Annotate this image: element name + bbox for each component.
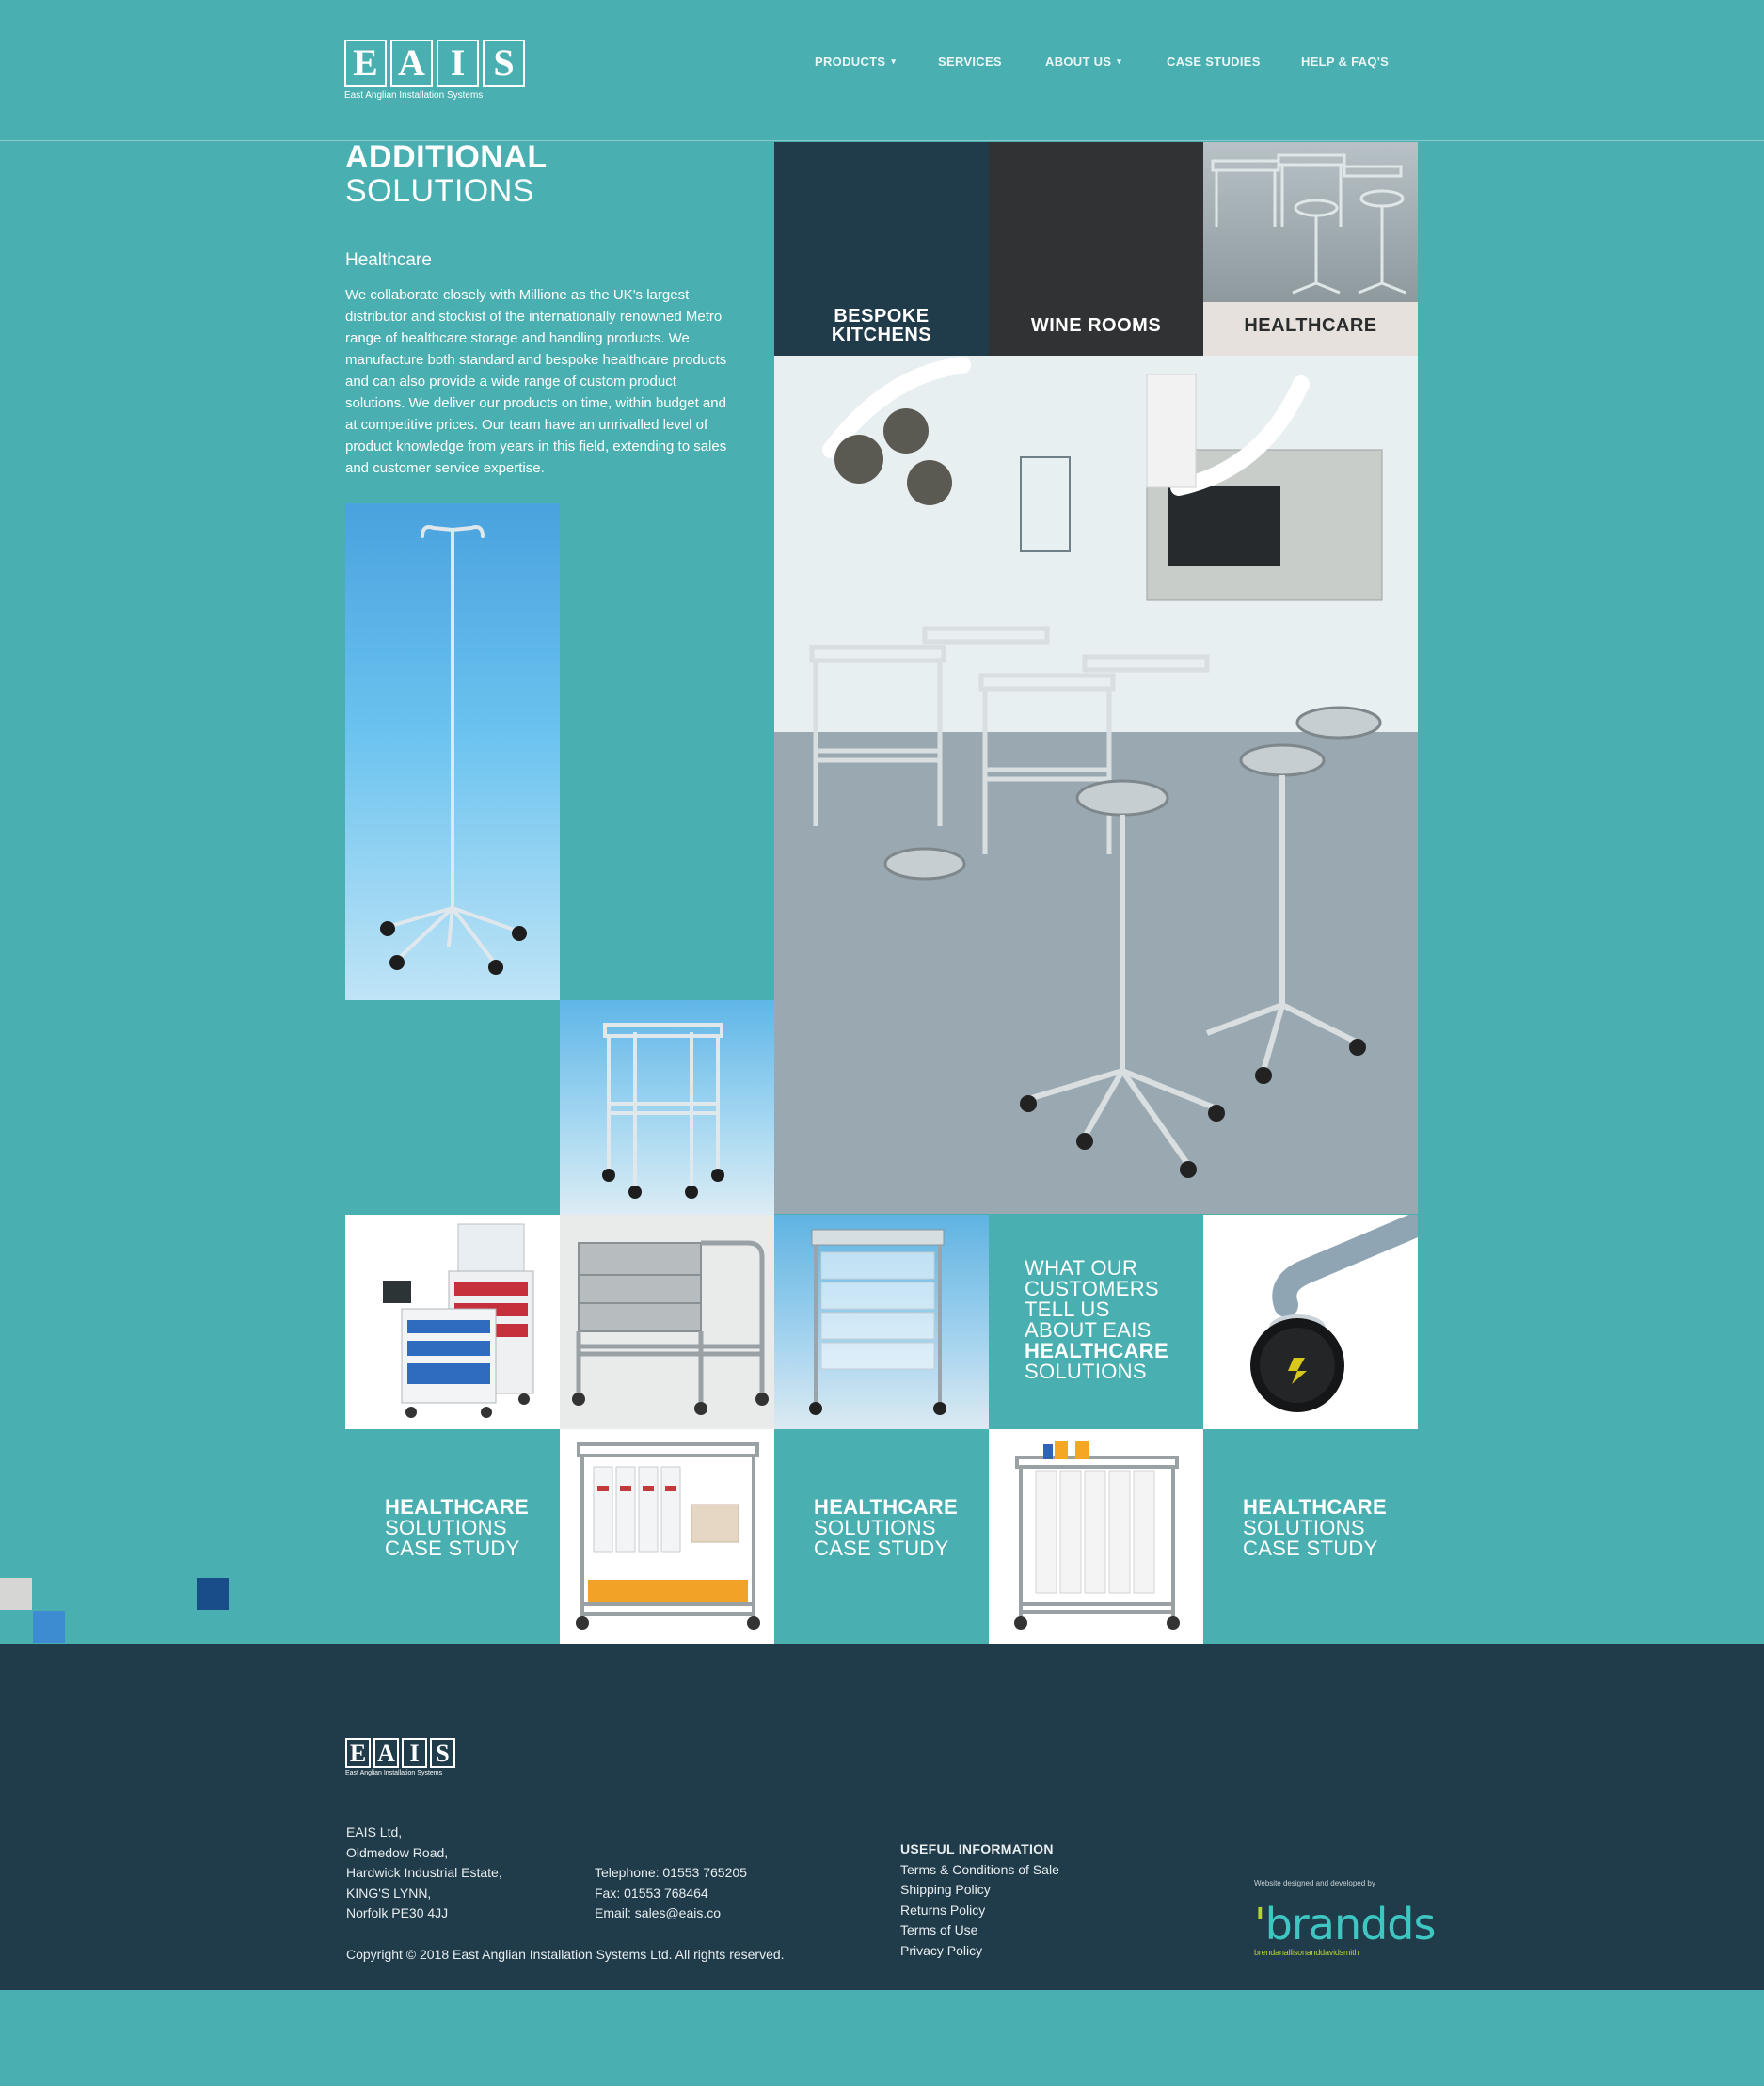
- operating-theatre-illustration: [774, 356, 1418, 1214]
- category-wine-rooms[interactable]: [989, 142, 1203, 356]
- footer-eais-logo[interactable]: [345, 1738, 455, 1776]
- case-study-line: SOLUTIONS: [1243, 1516, 1365, 1539]
- emergency-cart-image: [345, 1215, 560, 1429]
- catheter-trolley-image: [989, 1429, 1203, 1644]
- case-study-line-bold: HEALTHCARE: [385, 1495, 529, 1519]
- case-study-line: SOLUTIONS: [814, 1516, 936, 1539]
- brandds-logo-text: brandds: [1264, 1899, 1436, 1950]
- brandds-logo: [1254, 1899, 1436, 1950]
- testimonials-line: CUSTOMERS: [1025, 1277, 1159, 1300]
- section-subheading: Healthcare: [345, 250, 432, 270]
- intro-body: We collaborate closely with Millione as the UK's largest distributor and stockist of the internationally renowned Metro range of healthcare storage and handling products. We manufacture both standard and bespoke healthcare products and can also provide a wide range of custom product solutions. We deliver our products on time, within budget and at competitive prices. Our team have an unrivalled level of product knowledge from years in this field, extending to sales and customer service expertise.: [345, 287, 727, 476]
- nav-case-label: CASE STUDIES: [1167, 55, 1261, 69]
- decorative-square: [33, 1611, 65, 1643]
- logo-tagline: East Anglian Installation Systems: [345, 1770, 443, 1776]
- decorative-square: [197, 1578, 229, 1610]
- logo-letter: E: [345, 1738, 371, 1768]
- category-label-line: KITCHENS: [831, 325, 932, 345]
- logo-letter: A: [373, 1738, 399, 1768]
- fax: Fax: 01553 768464: [595, 1885, 708, 1901]
- testimonials-line: WHAT OUR: [1025, 1256, 1138, 1280]
- nav-about-us[interactable]: [1045, 55, 1121, 69]
- logo-tagline: East Anglian Installation Systems: [344, 90, 484, 101]
- page-title-bold: ADDITIONAL: [345, 139, 548, 175]
- testimonials-tile[interactable]: [989, 1215, 1203, 1429]
- nav-help-label: HELP & FAQ'S: [1301, 55, 1390, 69]
- footer-link-privacy-policy[interactable]: Privacy Policy: [900, 1942, 983, 1958]
- case-study-line: CASE STUDY: [1243, 1537, 1378, 1560]
- trolleys-illustration: [1203, 142, 1418, 302]
- company-address: [346, 1823, 502, 1924]
- address-line: KING'S LYNN,: [346, 1885, 432, 1901]
- drawer-trolley-illustration: [560, 1215, 774, 1429]
- case-study-line: SOLUTIONS: [385, 1516, 507, 1539]
- email-link[interactable]: Email: sales@eais.co: [595, 1905, 722, 1920]
- eais-logo[interactable]: [344, 40, 525, 101]
- testimonials-heading: [1025, 1258, 1168, 1382]
- address-line: Norfolk PE30 4JJ: [346, 1905, 449, 1920]
- iv-stand-illustration: [345, 503, 560, 1000]
- logo-letter: A: [390, 40, 433, 87]
- case-study-tile[interactable]: [1203, 1429, 1418, 1644]
- emergency-cart-illustration: [345, 1215, 560, 1429]
- drawer-trolley-image: [560, 1215, 774, 1429]
- logo-letter: I: [402, 1738, 427, 1768]
- address-line: Hardwick Industrial Estate,: [346, 1865, 502, 1880]
- contact-details: [595, 1863, 747, 1924]
- logo-letter: S: [483, 40, 525, 87]
- category-bespoke-kitchens[interactable]: [774, 142, 989, 356]
- dressing-trolley-image: [560, 1000, 774, 1215]
- nav-about-label: ABOUT US: [1045, 55, 1112, 69]
- case-study-line: CASE STUDY: [385, 1537, 520, 1560]
- nav-services[interactable]: [938, 55, 1002, 69]
- decorative-square: [0, 1578, 32, 1610]
- caret-down-icon: ▾: [1117, 56, 1122, 66]
- logo-letter: E: [344, 40, 387, 87]
- castor-wheel-illustration: [1203, 1215, 1418, 1429]
- case-study-heading: [1243, 1497, 1387, 1559]
- category-label: WINE ROOMS: [1030, 315, 1162, 336]
- category-healthcare[interactable]: [1203, 142, 1418, 356]
- caret-down-icon: ▾: [891, 56, 897, 66]
- useful-information-title: USEFUL INFORMATION: [900, 1841, 1054, 1856]
- category-label: HEALTHCARE: [1244, 315, 1377, 336]
- testimonials-line: SOLUTIONS: [1025, 1360, 1147, 1383]
- copyright: Copyright © 2018 East Anglian Installation Systems Ltd. All rights reserved.: [346, 1947, 785, 1962]
- nav-products[interactable]: [815, 55, 896, 69]
- testimonials-line-bold: HEALTHCARE: [1025, 1339, 1168, 1362]
- nav-products-label: PRODUCTS: [815, 55, 886, 69]
- logo-letter: I: [437, 40, 479, 87]
- operating-theatre-image: [774, 356, 1418, 1214]
- intro-section: [345, 139, 740, 479]
- case-study-tile[interactable]: [774, 1429, 989, 1644]
- case-study-heading: [814, 1497, 958, 1559]
- testimonials-line: TELL US: [1025, 1298, 1110, 1321]
- healthcare-thumbnail-image: [1203, 142, 1418, 302]
- brandds-logo-mark: ': [1254, 1899, 1265, 1950]
- footer-link-shipping-policy[interactable]: Shipping Policy: [900, 1882, 991, 1897]
- page-title-light: SOLUTIONS: [345, 173, 534, 209]
- site-header: [0, 0, 1764, 141]
- logo-letters: [345, 1738, 455, 1768]
- category-label: [774, 307, 989, 344]
- footer-link-terms-of-use[interactable]: Terms of Use: [900, 1922, 978, 1937]
- wire-shelf-trolley-image: [560, 1429, 774, 1644]
- nav-services-label: SERVICES: [938, 55, 1002, 69]
- site-footer: [0, 1644, 1764, 1990]
- case-study-line-bold: HEALTHCARE: [814, 1495, 958, 1519]
- testimonials-line: ABOUT EAIS: [1025, 1318, 1152, 1342]
- case-study-heading: [385, 1497, 529, 1559]
- case-study-line: CASE STUDY: [814, 1537, 949, 1560]
- designer-credit[interactable]: [1254, 1879, 1436, 1957]
- category-label-line: BESPOKE: [834, 306, 930, 326]
- wire-basket-cart-image: [774, 1215, 989, 1429]
- address-line: EAIS Ltd,: [346, 1824, 403, 1839]
- footer-link-terms-conditions[interactable]: Terms & Conditions of Sale: [900, 1861, 1059, 1877]
- telephone: Telephone: 01553 765205: [595, 1865, 747, 1880]
- credit-text: Website designed and developed by: [1254, 1879, 1375, 1887]
- wire-shelf-trolley-illustration: [560, 1429, 774, 1644]
- dressing-trolley-illustration: [560, 1000, 774, 1215]
- case-study-line-bold: HEALTHCARE: [1243, 1495, 1387, 1519]
- footer-link-returns-policy[interactable]: Returns Policy: [900, 1902, 986, 1918]
- iv-stand-image: [345, 503, 560, 1000]
- case-study-tile[interactable]: [345, 1429, 560, 1644]
- wire-basket-cart-illustration: [774, 1215, 989, 1429]
- logo-letters: [344, 40, 525, 87]
- nav-case-studies[interactable]: [1167, 55, 1261, 69]
- nav-help-faqs[interactable]: [1301, 55, 1389, 69]
- address-line: Oldmedow Road,: [346, 1844, 449, 1860]
- credit-names: brendanallisonanddavidsmith: [1254, 1948, 1359, 1957]
- castor-wheel-image: [1203, 1215, 1418, 1429]
- logo-letter: S: [430, 1738, 455, 1768]
- catheter-trolley-illustration: [989, 1429, 1203, 1644]
- useful-information: [900, 1839, 1059, 1961]
